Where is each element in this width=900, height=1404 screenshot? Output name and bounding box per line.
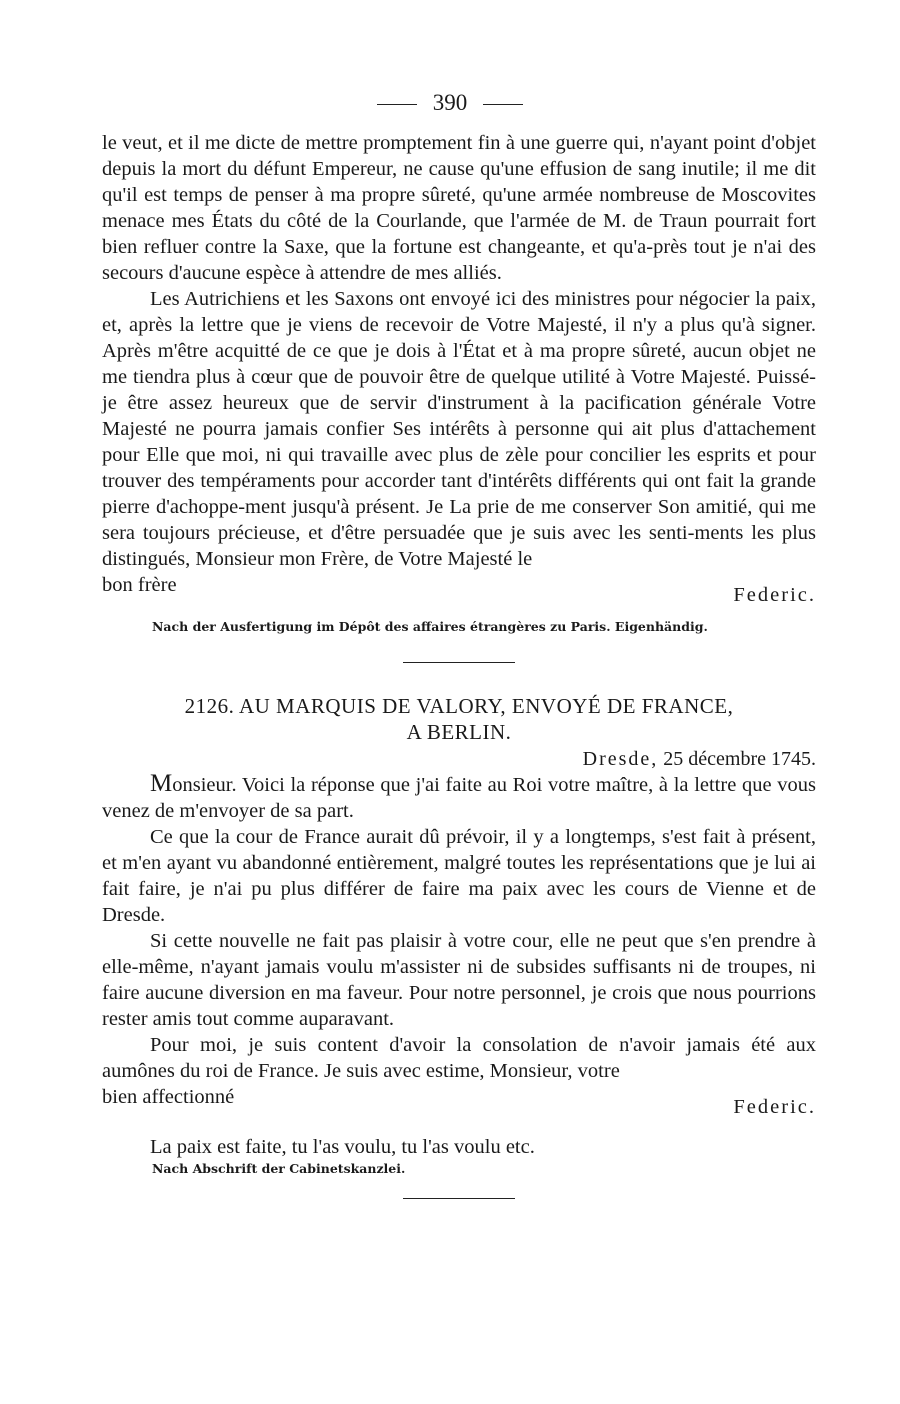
letter2-date-place: Dresde,	[582, 748, 659, 770]
letter2-heading-line-2: A BERLIN.	[406, 720, 512, 744]
main-text	[102, 130, 816, 1199]
letter2-postscript: La paix est faite, tu l'as voulu, tu l'as voulu etc.	[150, 1136, 535, 1158]
section-divider	[403, 662, 515, 663]
letter1-closing-line	[102, 572, 816, 606]
letter2-paragraph-1-text: onsieur. Voici la réponse que j'ai faite au Roi votre maître, à la lettre que vous venez de m'envoyer de sa part.	[102, 774, 816, 822]
letter2-paragraph-4: Pour moi, je suis content d'avoir la consolation de n'avoir jamais été aux aumônes du roi de France. Je suis avec estime, Monsieur, votre	[102, 1034, 816, 1082]
letter2-closing: bien affectionné	[102, 1086, 235, 1108]
letter1-signature: Federic.	[733, 584, 816, 606]
page-header	[0, 88, 900, 118]
letter1-paragraph-2: Les Autrichiens et les Saxons ont envoyé ici des ministres pour négocier la paix, et, après la lettre que je viens de recevoir de Votre Majesté, il n'y a plus qu'à signer. Après m'être acquitté de ce que je dois à l'État et à ma propre sûreté, aucun objet ne me tiendra plus à cœur que de pouvoir être de quelque utilité à Votre Majesté. Puissé-je être assez heureux que de servir d'instrument à la pacification générale Votre Majesté ne pourra jamais confier Ses intérêts à personne qui ait plus d'attachement pour Elle que moi, ni qui travaille avec plus de zèle pour concilier les esprits et pour trouver des tempéraments pour accorder tant d'intérêts différents qui ont fait la grande pierre d'achoppe-ment jusqu'à présent. Je La prie de me conserver Son amitié, qui me sera toujours précieuse, et d'être persuadée que je suis avec les senti-ments les plus distingués, Monsieur mon Frère, de Votre Majesté le	[102, 288, 816, 570]
letter2-heading-line-1: 2126. AU MARQUIS DE VALORY, ENVOYÉ DE FRANCE,	[184, 694, 734, 718]
header-right-dash	[483, 104, 523, 105]
letter1-paragraph-1: le veut, et il me dicte de mettre promptement fin à une guerre qui, n'ayant point d'objet depuis la mort du défunt Empereur, ne cause qu'une effusion de sang inutile; il me dit qu'il est temps de penser à ma propre sûreté, qu'une armée nombreuse de Moscovites menace mes États du côté de la Courlande, que l'armée de M. de Traun pourrait fort bien refluer contre la Saxe, que la fortune est changeante, et qu'a-près tout je n'ai des secours d'aucune espèce à attendre de mes alliés.	[102, 132, 816, 284]
letter2-paragraph-3: Si cette nouvelle ne fait pas plaisir à votre cour, elle ne peut que s'en prendre à elle-même, n'ayant jamais voulu m'assister ni de subsides suffisants ni de troupes, ni faire aucune diversion en ma faveur. Pour notre personnel, je crois que nous pourrions rester amis tout comme auparavant.	[102, 930, 816, 1030]
letter1-closing: bon frère	[102, 574, 177, 596]
letter2-closing-line	[102, 1084, 816, 1118]
salutation-initial: M	[150, 770, 173, 797]
page-number: 390	[432, 90, 468, 115]
letter2-paragraph-2: Ce que la cour de France aurait dû prévoir, il y a longtemps, s'est fait à présent, et m'en ayant vu abandonné entièrement, malgré toutes les représentations que je lui ai fait faire, je n'ai pu plus différer de faire ma paix avec les cours de Vienne et de Dresde.	[102, 826, 816, 926]
letter2-date: 25 décembre 1745.	[663, 748, 816, 770]
letter2-paragraph-1	[102, 771, 816, 824]
letter2-source-note: Nach Abschrift der Cabinetskanzlei.	[152, 1161, 406, 1176]
header-left-dash	[377, 104, 417, 105]
letter2-dateline	[102, 747, 816, 771]
letter2-signature: Federic.	[733, 1096, 816, 1118]
letter1-source-note: Nach der Ausfertigung im Dépôt des affaires étrangères zu Paris. Eigenhändig.	[152, 619, 708, 634]
end-divider	[403, 1198, 515, 1199]
